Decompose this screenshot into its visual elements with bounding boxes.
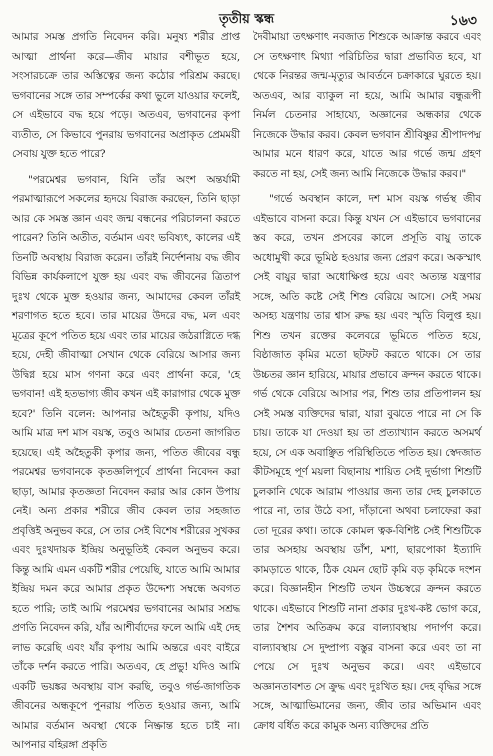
left-paragraph-2: "পরমেশ্বর ভগবান, যিনি তাঁর অংশ অন্তর্যামী পরমাত্মারূপে সকলের হৃদয়ে বিরাজ করছেন, তিনি ছাড়া আর কে সমস্ত জ্ঞান এবং জন্ম বন্ধনের পরিচালনা করতে পারেন? তিনি অতীত, বর্তমান এবং ভবিষ্যৎ, কালের এই তিনটি অবস্থায় বিরাজ করেন। তাঁরই নির্দেশনায় বদ্ধ জীব বিভিন্ন কার্যকলাপে যুক্ত হয় এবং বদ্ধ জীবনের ত্রিতাপ দুঃখ থেকে মুক্ত হওয়ার জন্য, আমাদের কেবল তাঁরই শরণাগত হতে হবে। তার মায়ের উদরে বদ্ধ, মল এবং মূত্রের কূপে পতিত হয়ে এবং তার মায়ের জঠরাগ্নিতে দগ্ধ হয়ে, দেহী জীবাত্মা সেখান থেকে বেরিয়ে আসার জন্য উদ্বিগ্ন হয়ে মাস গণনা করে এবং প্রার্থনা করে, 'হে ভগবান! এই হতভাগ্য জীব কখন এই কারাগার থেকে মুক্ত হবে?' তিনি বলেন: আপনার অহৈতুকী কৃপায়, যদিও আমি মাত্র দশ মাস বয়স্ক, তবুও আমার চেতনা জাগরিত হয়েছে। এই অহৈতুকী কৃপার জন্য, পতিত জীবের বন্ধু পরমেশ্বর ভগবানকে কৃতজ্ঞলিপূর্বে প্রার্থনা নিবেদন করা ছাড়া, আমার কৃতজ্ঞতা নিবেদন করার আর কোন উপায় নেই। অন্য প্রকার শরীরে জীব কেবল তার সহজাত প্রবৃত্তিই অনুভব করে, সে তার সেই বিশেষ শরীরের সুখকর এবং দুঃখদায়ক ইন্দ্রিয় অনুভূতিই কেবল অনুভব করে। কিন্তু আমি এমন একটি শরীর পেয়েছি, যাতে আমি আমার ইন্দ্রিয় দমন করে আমার প্রকৃত উদ্দেশ্য সম্বন্ধে অবগত হতে পারি; তাই আমি পরমেশ্বর ভগবানের আমার সশ্রদ্ধ প্রণতি নিবেদন করি, যাঁর আশীর্বাদের ফলে আমি এই দেহ লাভ করেছি এবং যাঁর কৃপায় আমি অন্তরে এবং বাইরে তাঁকে দর্শন করতে পারি। অতএব, হে প্রভু! যদিও আমি একটি ভয়ঙ্কর অবস্থায় বাস করছি, তবুও গর্ভ-জাগতিক জীবনের অন্ধকূপে পুনরায় পতিত হওয়ার জন্য, আমি আমার বর্তমান অবস্থা থেকে নিষ্ক্রান্ত হতে চাই না। আপনার বহিরঙ্গা প্রকৃতি (12, 173, 240, 751)
left-column (12, 28, 240, 751)
running-header (0, 8, 493, 30)
right-paragraph-1: দৈবীমায়া তৎক্ষণাৎ নবজাত শিশুকে আক্রান্ত করবে এবং সে তৎক্ষণাৎ মিথ্যা পরিচিতির দ্বারা প্রভাবিত হবে, যা থেকে নিরন্তর জন্ম-মৃত্যুর আবর্তনে চক্রাকারে ঘুরতে হয়। অতএব, আর ব্যাকুল না হয়ে, আমি আমার বন্ধুরূপী নির্মল চেতনার সাহায্যে, অজ্ঞানের অন্ধকার থেকে নিজেকে উদ্ধার করব। কেবল ভগবান শ্রীবিষ্ণুর শ্রীপাদপদ্ম আমার মনে ধারণ করে, যাতে আর গর্ভে জন্ম গ্রহণ করতে না হয়, সেই জন্য আমি নিজেকে উদ্ধার করব।" (253, 31, 481, 180)
page-number: ১৬৩ (449, 13, 477, 29)
right-column (253, 28, 481, 732)
left-paragraph-1: আমার সমস্ত প্রগতি নিবেদন করি। মনুষ্য শরীর প্রাপ্ত আত্মা প্রার্থনা করে—জীব মায়ার বশীভূত হয়ে, সংসারচক্রে তার অস্তিত্বের জন্য কঠোর পরিশ্রম করছে। ভগবানের সঙ্গে তার সম্পর্কের কথা ভুলে যাওয়ার ফলেই, সে এইভাবে বদ্ধ হয়ে পড়ে। অতএব, ভগবানের কৃপা ব্যতীত, সে কিভাবে পুনরায় ভগবানের অপ্রাকৃত প্রেমময়ী সেবায় যুক্ত হতে পারে? (12, 31, 240, 160)
section-title: তৃতীয় স্কন্ধ (218, 12, 275, 27)
right-paragraph-2: "গর্ভে অবস্থান কালে, দশ মাস বয়স্ক গর্ভস্থ জীব এইভাবে বাসনা করে। কিন্তু যখন সে এইভাবে ভগবানের স্তব করে, তখন প্রসবের কালে প্রসূতি বায়ু তাকে অধোমুখী করে ভূমিষ্ঠ হওয়ার জন্য প্রেরণ করে। অকস্মাৎ সেই বায়ুর দ্বারা অধোক্ষিপ্ত হয়ে এবং অত্যন্ত যন্ত্রণার সঙ্গে, অতি কষ্টে সেই শিশু বেরিয়ে আসে। সেই সময় অসহ্য যন্ত্রণায় তার শ্বাস রুদ্ধ হয় এবং স্মৃতি বিলুপ্ত হয়। শিশু তখন রক্তের কলেবরে ভূমিতে পতিত হয়ে, বিষ্ঠাজাত কৃমির মতো ছটফট করতে থাকে। সে তার উচ্চতর জ্ঞান হারিয়ে, মায়ার প্রভাবে ক্রন্দন করতে থাকে। গর্ভ থেকে বেরিয়ে আসার পর, শিশু তার প্রতিপালন হয় সেই সমস্ত ব্যক্তিদের দ্বারা, যারা বুঝতে পারে না সে কি চায়। তাকে যা দেওয়া হয় তা প্রত্যাখ্যান করতে অসমর্থ হয়ে, সে এক অবাঞ্ছিত পরিস্থিতিতে পতিত হয়। স্বেদজাত কীটসমূহে পূর্ণ ময়লা বিছানায় শায়িত সেই দুর্ভাগা শিশুটি চুলকানি থেকে আরাম পাওয়ার জন্য তার দেহ চুলকাতে পারে না, তার উঠে বসা, দাঁড়ানো অথবা চলাফেরা করা তো দূরের কথা। তাকে কোমল ত্বক-বিশিষ্ট সেই শিশুটিকে তার অসহায় অবস্থায় ডাঁশ, মশা, ছারপোকা ইত্যাদি কামড়াতে থাকে, ঠিক যেমন ছোট কৃমি বড় কৃমিকে দংশন করে। বিজ্ঞানহীন শিশুটি তখন উচ্চস্বরে ক্রন্দন করতে থাকে। এইভাবে শিশুটি নানা প্রকার দুঃখ-কষ্ট ভোগ করে, তার শৈশব অতিক্রম করে বাল্যাবস্থায় পদার্পণ করে। বাল্যাবস্থায় সে দুষ্প্রাপ্য বস্তুর বাসনা করে এবং তা না পেয়ে সে দুঃখ অনুভব করে। এবং এইভাবে অজ্ঞানতাবশত সে ক্রুদ্ধ এবং দুঃখিত হয়। দেহ বৃদ্ধির সঙ্গে সঙ্গে, আত্মাভিমানের জন্য, জীব তার অভিমান এবং ক্রোধ বর্ধিত করে কামুক অন্য ব্যক্তিদের প্রতি (253, 193, 481, 732)
